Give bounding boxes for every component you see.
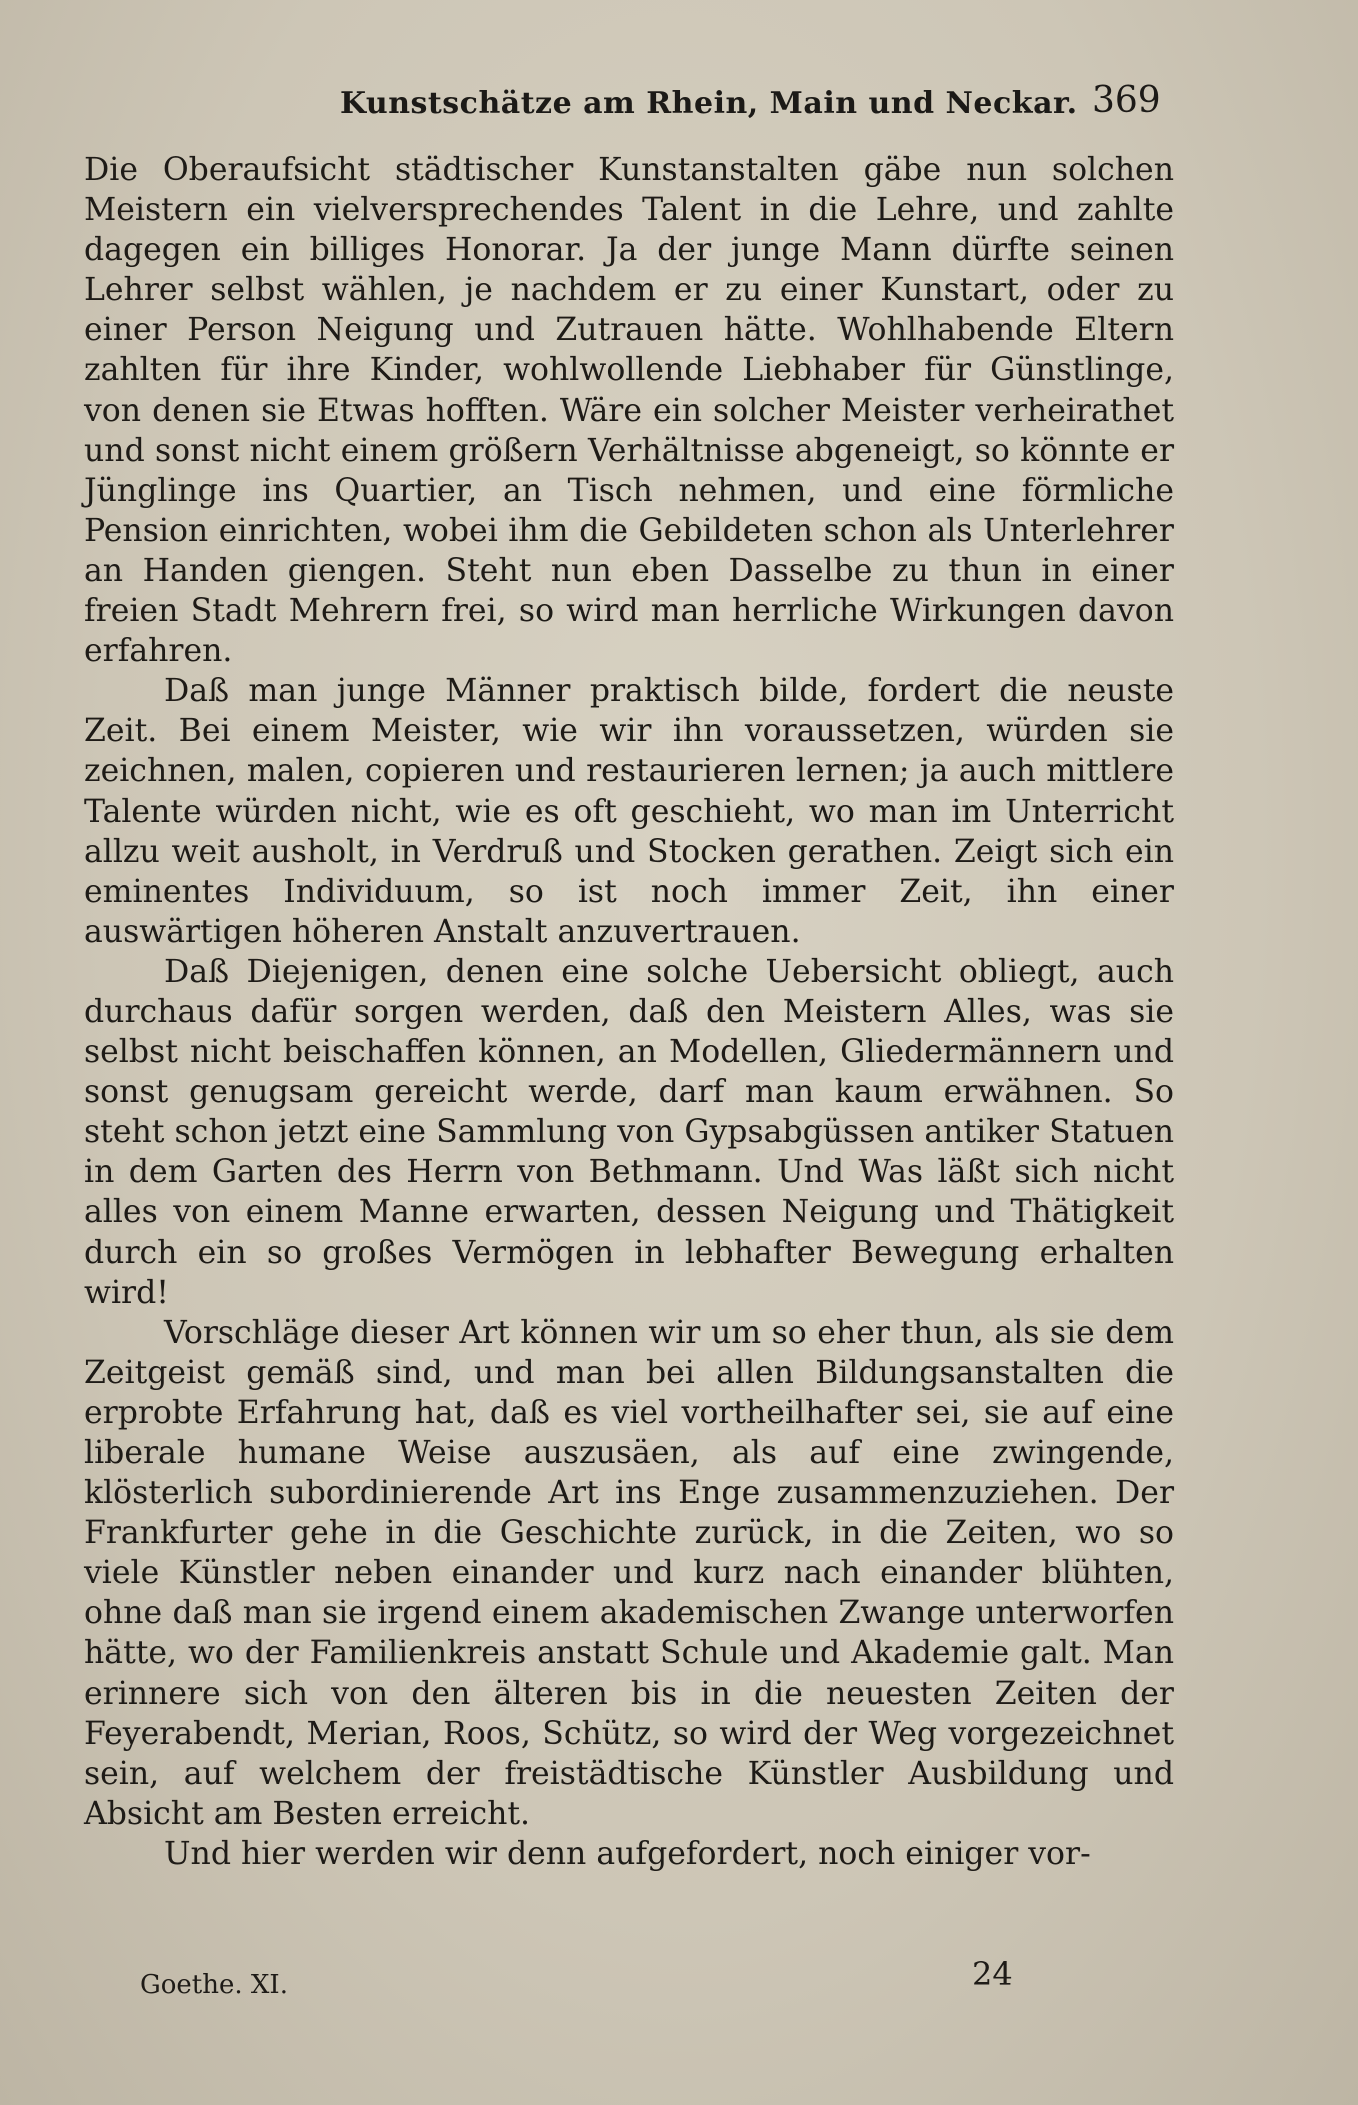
running-title: Kunstschätze am Rhein, Main und Neckar.	[340, 86, 1078, 121]
paragraph-3: Daß Diejenigen, denen eine solche Uebersicht obliegt, auch durchaus dafür sorgen werden, daß den Meistern Alles, was sie selbst nicht beischaffen können, an Modellen, Gliedermännern und sonst genugsam gereicht werde, darf man kaum erwähnen. So steht schon jetzt eine Sammlung von Gypsabgüssen antiker Statuen in dem Garten des Herrn von Bethmann. Und Was läßt sich nicht alles von einem Manne erwarten, dessen Neigung und Thätigkeit durch ein so großes Vermögen in lebhafter Bewegung erhalten wird!	[84, 953, 1174, 1311]
paragraph-1: Die Oberaufsicht städtischer Kunstanstalten gäbe nun solchen Meistern ein vielversprechendes Talent in die Lehre, und zahlte dagegen ein billiges Honorar. Ja der junge Mann dürfte seinen Lehrer selbst wählen, je nachdem er zu einer Kunstart, oder zu einer Person Neigung und Zutrauen hätte. Wohlhabende Eltern zahlten für ihre Kinder, wohlwollende Liebhaber für Günstlinge, von denen sie Etwas hofften. Wäre ein solcher Meister verheirathet und sonst nicht einem größern Verhältnisse abgeneigt, so könnte er Jünglinge ins Quartier, an Tisch nehmen, und eine förmliche Pension einrichten, wobei ihm die Gebildeten schon als Unterlehrer an Handen giengen. Steht nun eben Dasselbe zu thun in einer freien Stadt Mehrern frei, so wird man herrliche Wirkungen davon erfahren.	[84, 152, 1174, 670]
footer-signature: Goethe. XI.	[140, 1970, 288, 2000]
paragraph-5: Und hier werden wir denn aufgefordert, noch einiger vor-	[164, 1835, 1091, 1872]
body-text	[84, 150, 1174, 1874]
page-number: 369	[1092, 80, 1161, 121]
paragraph-2: Daß man junge Männer praktisch bilde, fordert die neuste Zeit. Bei einem Meister, wie wir ihn voraussetzen, würden sie zeichnen, malen, copieren und restaurieren lernen; ja auch mittlere Talente würden nicht, wie es oft geschieht, wo man im Unterricht allzu weit ausholt, in Verdruß und Stocken gerathen. Zeigt sich ein eminentes Individuum, so ist noch immer Zeit, ihn einer auswärtigen höheren Anstalt anzuvertrauen.	[84, 673, 1174, 950]
footer-sheet-number: 24	[972, 1955, 1013, 1993]
paragraph-4: Vorschläge dieser Art können wir um so eher thun, als sie dem Zeitgeist gemäß sind, und man bei allen Bildungsanstalten die erprobte Erfahrung hat, daß es viel vortheilhafter sei, sie auf eine liberale humane Weise auszusäen, als auf eine zwingende, klösterlich subordinierende Art ins Enge zusammenzuziehen. Der Frankfurter gehe in die Geschichte zurück, in die Zeiten, wo so viele Künstler neben einander und kurz nach einander blühten, ohne daß man sie irgend einem akademischen Zwange unterworfen hätte, wo der Familienkreis anstatt Schule und Akademie galt. Man erinnere sich von den älteren bis in die neuesten Zeiten der Feyerabendt, Merian, Roos, Schütz, so wird der Weg vorgezeichnet sein, auf welchem der freistädtische Künstler Ausbildung und Absicht am Besten erreicht.	[84, 1314, 1174, 1832]
